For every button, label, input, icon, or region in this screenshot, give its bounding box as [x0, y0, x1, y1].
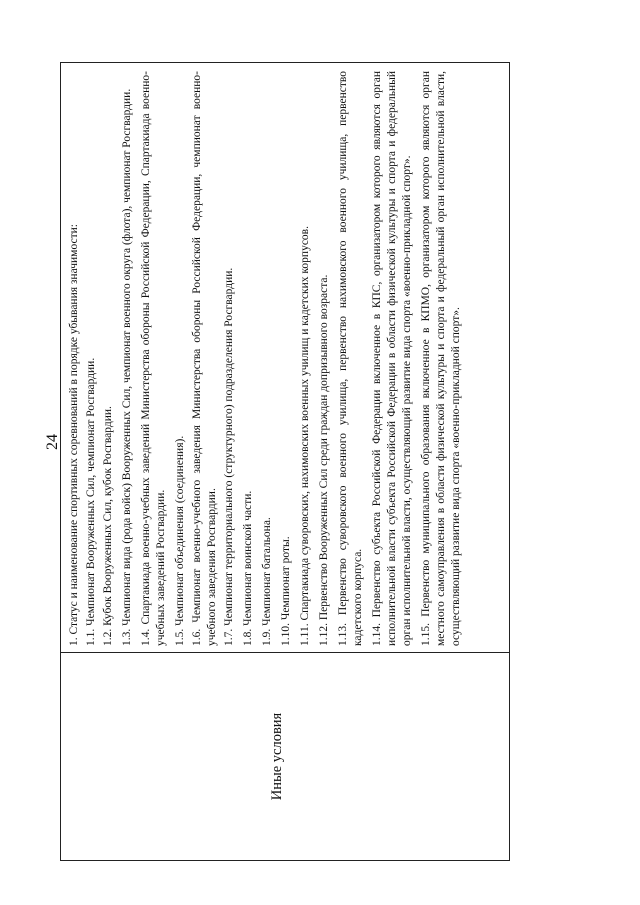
- list-item: 1.8. Чемпионат воинской части.: [242, 490, 254, 646]
- list-item: 1.13. Первенство суворовского военного училища, первенство нахимовского военного училища, первенство кадетского корпуса.: [337, 71, 364, 646]
- list-item: 1.9. Чемпионат батальона.: [261, 517, 273, 646]
- conditions-table: [60, 62, 510, 861]
- list-item: 1.10. Чемпионат роты.: [280, 536, 292, 646]
- list-item: 1.5. Чемпионат объединения (соединения).: [174, 435, 186, 646]
- list-item: 1.4. Спартакиада военно-учебных заведений Министерства обороны Российской Федерации, Спартакиада военно-учебных заведений Росгвардии.: [140, 71, 167, 646]
- competition-status-heading: 1. Статус и наименование спортивных соревнований в порядке убывания значимости:: [68, 224, 80, 646]
- list-item: 1.7. Чемпионат территориального (структурного) подразделения Росгвардии.: [223, 267, 235, 646]
- list-item: 1.15. Первенство муниципального образования включенное в КПМО, организатором которого являются орган местного самоуправления в области физической культуры и спорта и федеральный орган исполнительной власти, осуществляющий развитие вида спорта «военно-прикладной спорт».: [420, 71, 462, 646]
- list-item: 1.6. Чемпионат военно-учебного заведения Министерства обороны Российской Федерации, чемпионат военно-учебного заведения Росгвардии.: [191, 71, 218, 646]
- list-item: 1.1. Чемпионат Вооруженных Сил, чемпионат Росгвардии.: [85, 357, 97, 646]
- list-item: 1.12. Первенство Вооруженных Сил среди граждан допризывного возраста.: [318, 274, 330, 646]
- content-cell: [61, 63, 509, 652]
- list-item: 1.11. Спартакиада суворовских, нахимовских военных училищ и кадетских корпусов.: [299, 226, 311, 646]
- row-label: Иные условия: [269, 712, 285, 801]
- page-number: 24: [44, 434, 61, 450]
- list-item: 1.14. Первенство субъекта Российской Федерации включенное в КПС, организатором которого являются орган исполнительной власти субъекта Российской Федерации в области физической культуры и спорта и федеральный орган исполнительной власти, осуществляющий развитие вида спорта «военно-прикладной спорт».: [371, 71, 413, 646]
- list-item: 1.2. Кубок Вооруженных Сил, кубок Росгвардии.: [102, 406, 114, 646]
- list-item: 1.3. Чемпионат вида (рода войск) Вооруженных Сил, чемпионат военного округа (флота), чемпионат Росгвардии.: [121, 88, 133, 646]
- label-cell: [61, 652, 509, 860]
